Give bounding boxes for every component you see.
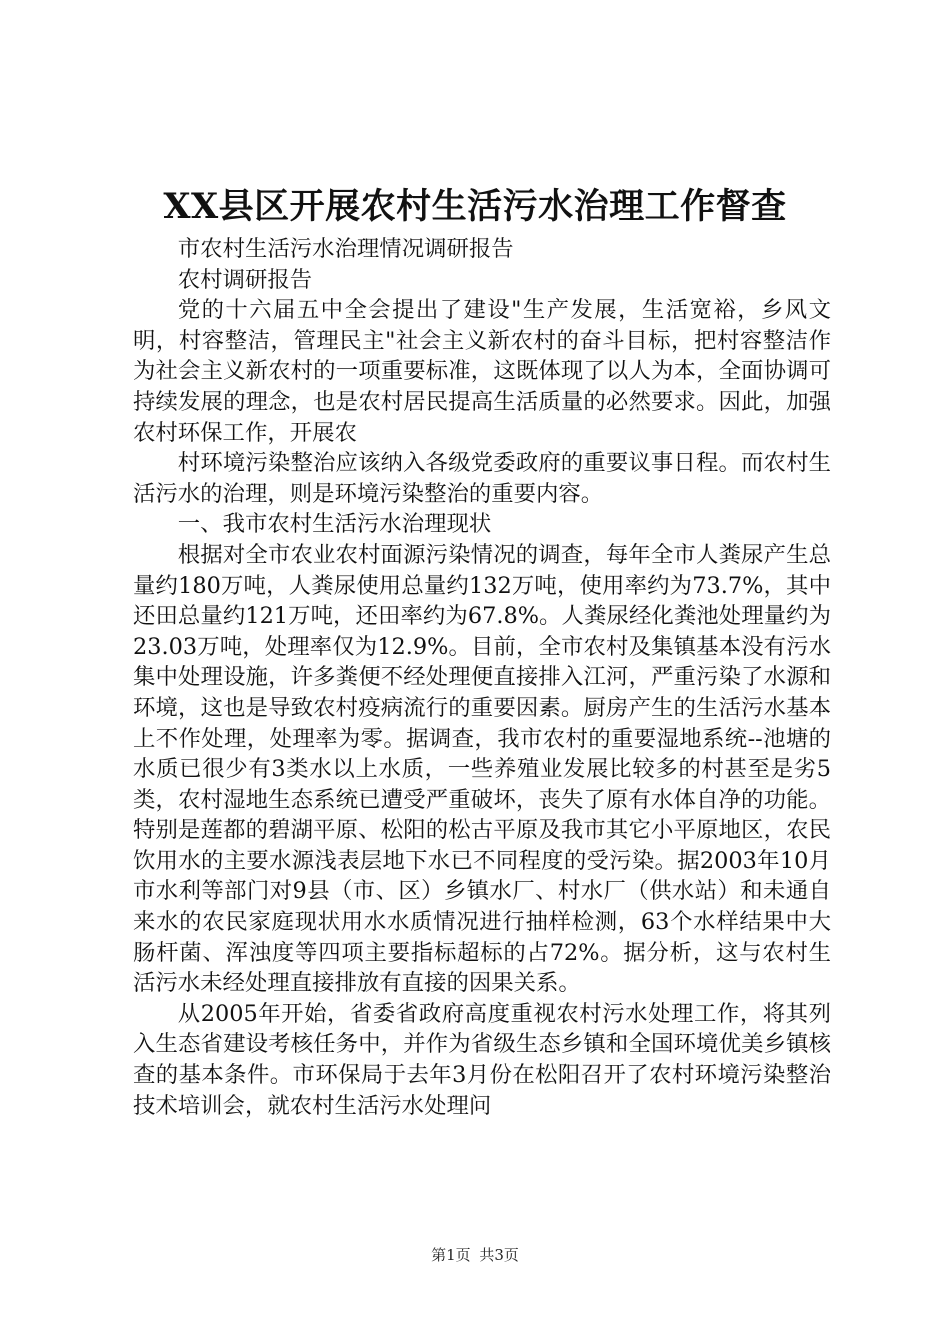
document-body bbox=[133, 234, 831, 1121]
body-paragraph: 村环境污染整治应该纳入各级党委政府的重要议事日程。而农村生活污水的治理，则是环境污染整治的重要内容。 bbox=[133, 450, 831, 507]
subtitle-paragraph: 农村调研报告 bbox=[177, 266, 313, 293]
subtitle-paragraph: 市农村生活污水治理情况调研报告 bbox=[177, 236, 514, 262]
body-paragraph: 根据对全市农业农村面源污染情况的调查，每年全市人粪尿产生总量约180万吨，人粪尿使用总量约132万吨，使用率约为73.7%，其中还田总量约121万吨，还田率约为67.8%。人粪尿经化粪池处理量约为23.03万吨，处理率仅为12.9%。目前，全市农村及集镇基本没有污水集中处理设施，许多粪便不经处理便直接排入江河，严重污染了水源和环境，这也是导致农村疫病流行的重要因素。厨房产生的生活污水基本上不作处理，处理率为零。据调查，我市农村的重要湿地系统--池塘的水质已很少有3类水以上水质，一些养殖业发展比较多的村甚至是劣5类，农村湿地生态系统已遭受严重破坏，丧失了原有水体自净的功能。特别是莲都的碧湖平原、松阳的松古平原及我市其它小平原地区，农民饮用水的主要水源浅表层地下水已不同程度的受污染。据2003年10月市水利等部门对9县（市、区）乡镇水厂、村水厂（供水站）和未通自来水的农民家庭现状用水水质情况进行抽样检测，63个水样结果中大肠杆菌、浑浊度等四项主要指标超标的占72%。据分析，这与农村生活污水未经处理直接排放有直接的因果关系。 bbox=[133, 541, 831, 997]
page-total: 共3页 bbox=[479, 1246, 519, 1264]
page-number: 第1页 bbox=[431, 1246, 471, 1264]
body-paragraph: 党的十六届五中全会提出了建设"生产发展，生活宽裕，乡风文明，村容整洁，管理民主"社会主义新农村的奋斗目标，把村容整洁作为社会主义新农村的一项重要标准，这既体现了以人为本，全面协调可持续发展的理念，也是农村居民提高生活质量的必然要求。因此，加强农村环保工作，开展农 bbox=[133, 297, 831, 446]
page-footer bbox=[0, 1245, 950, 1265]
document-title: XX县区开展农村生活污水治理工作督查 bbox=[163, 186, 787, 227]
body-paragraph: 从2005年开始，省委省政府高度重视农村污水处理工作，将其列入生态省建设考核任务中，并作为省级生态乡镇和全国环境优美乡镇核查的基本条件。市环保局于去年3月份在松阳召开了农村环境污染整治技术培训会，就农村生活污水处理问 bbox=[133, 1000, 831, 1119]
section-heading: 一、我市农村生活污水治理现状 bbox=[177, 511, 492, 538]
